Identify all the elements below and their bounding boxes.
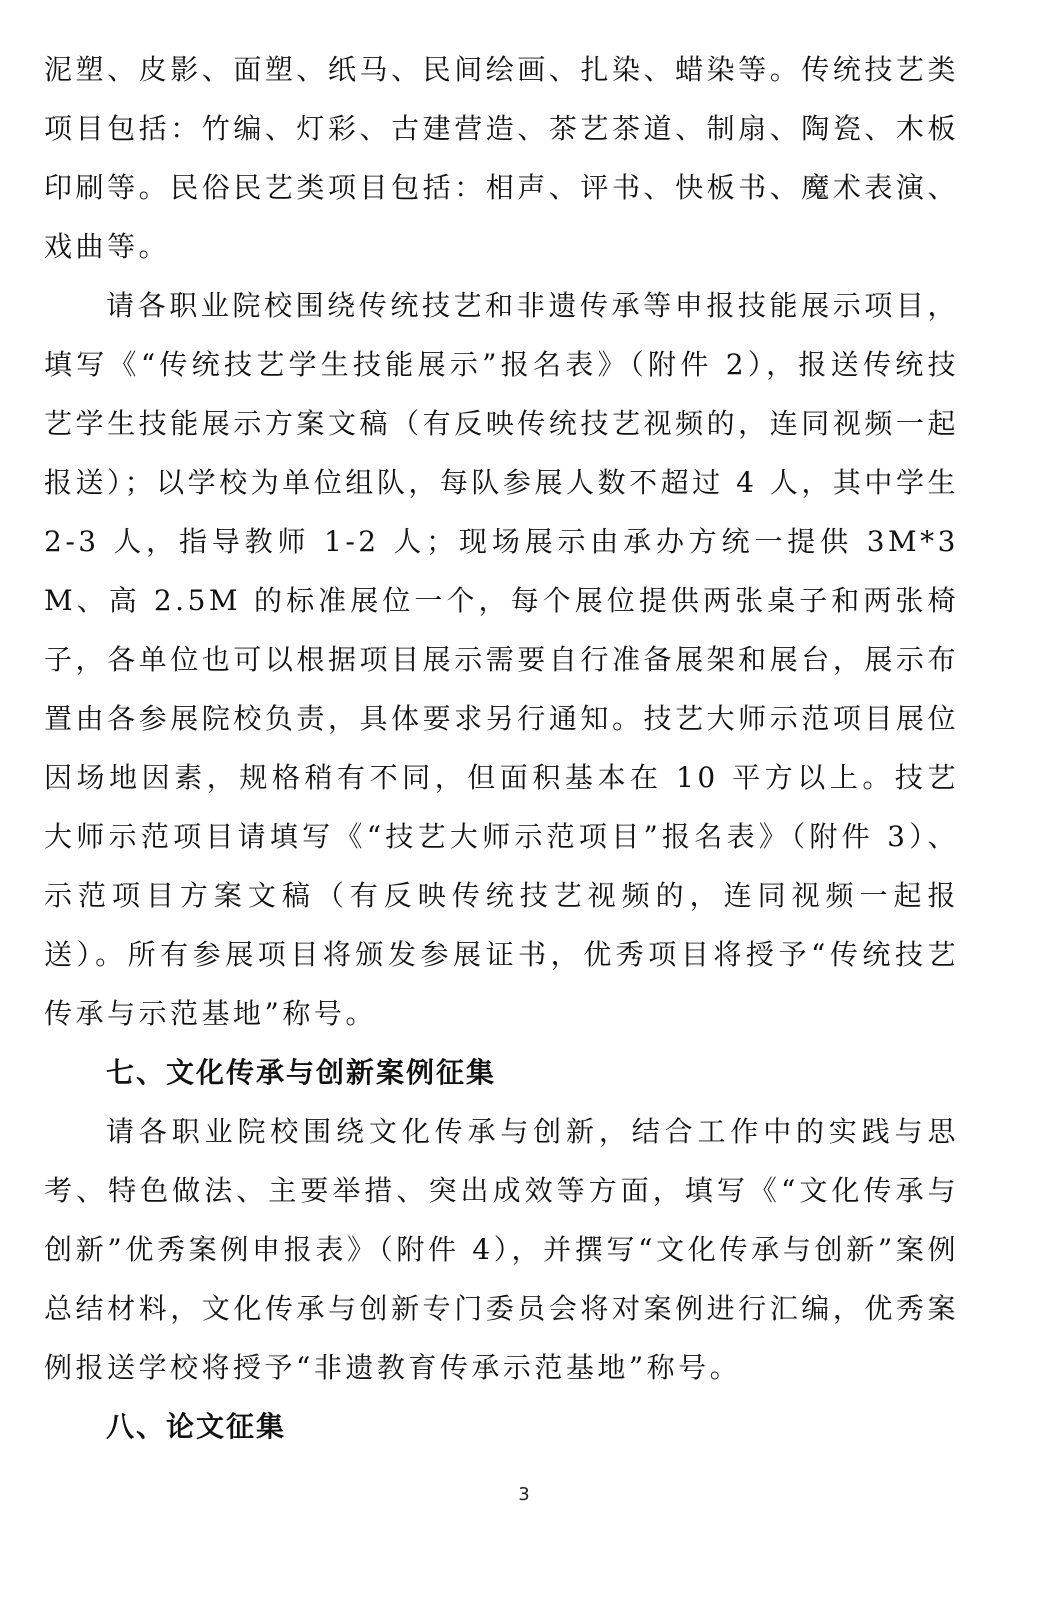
page-number: 3 (518, 1484, 530, 1505)
document-body (44, 40, 959, 1456)
section-heading-seven: 七、文化传承与创新案例征集 (106, 1056, 497, 1089)
paragraph-art-categories: 泥塑、皮影、面塑、纸马、民间绘画、扎染、蜡染等。传统技艺类项目包括：竹编、灯彩、古建营造、茶艺茶道、制扇、陶瓷、木板印刷等。民俗民艺类项目包括：相声、评书、快板书、魔术表演、戏曲等。 (44, 53, 959, 263)
paragraph-skill-exhibition: 请各职业院校围绕传统技艺和非遗传承等申报技能展示项目，填写《“传统技艺学生技能展示”报名表》（附件 2），报送传统技艺学生技能展示方案文稿（有反映传统技艺视频的，连同视频一起报送）；以学校为单位组队，每队参展人数不超过 4 人，其中学生 2-3 人，指导教师 1-2 人；现场展示由承办方统一提供 3M*3M、高 2.5M 的标准展位一个，每个展位提供两张桌子和两张椅子，各单位也可以根据项目展示需要自行准备展架和展台，展示布置由各参展院校负责，具体要求另行通知。技艺大师示范项目展位因场地因素，规格稍有不同，但面积基本在 10 平方以上。技艺大师示范项目请填写《“技艺大师示范项目”报名表》（附件 3）、示范项目方案文稿（有反映传统技艺视频的，连同视频一起报送）。所有参展项目将颁发参展证书，优秀项目将授予“传统技艺传承与示范基地”称号。 (44, 289, 959, 1030)
paragraph-case-collection: 请各职业院校围绕文化传承与创新，结合工作中的实践与思考、特色做法、主要举措、突出成效等方面，填写《“文化传承与创新”优秀案例申报表》（附件 4），并撰写“文化传承与创新”案例总结材料，文化传承与创新专门委员会将对案例进行汇编，优秀案例报送学校将授予“非遗教育传承示范基地”称号。 (44, 1115, 959, 1384)
section-heading-eight: 八、论文征集 (106, 1410, 287, 1443)
